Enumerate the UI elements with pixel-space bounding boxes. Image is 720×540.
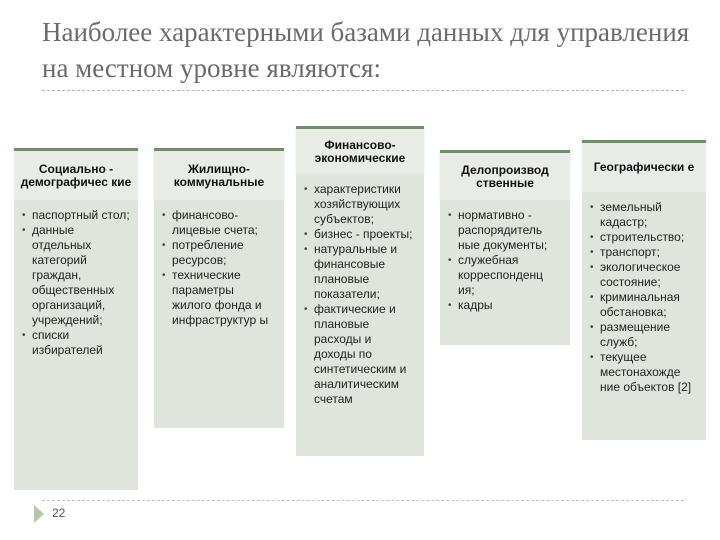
column-socio-demographic [14, 148, 138, 490]
list-item: • строительство; [590, 230, 685, 244]
list-item: • транспорт; [590, 245, 660, 259]
list-item: • нормативно - распорядитель ные документы; [448, 208, 548, 252]
list-item: • криминальная обстановка; [590, 290, 680, 319]
column-office-records [440, 150, 570, 345]
column-body [582, 192, 706, 440]
list-item: • экологическое состояние; [590, 260, 681, 289]
list-item-text: натуральные и финансовые плановые показатели; [314, 242, 398, 301]
column-financial-economic [296, 126, 424, 456]
list-item-text: списки избирателей [32, 328, 103, 357]
list-item: • данные отдельных категорий граждан, общественных организаций, учреждений; [22, 223, 115, 327]
list-item: • списки избирателей [22, 328, 103, 357]
column-header [14, 148, 138, 200]
column-header-label: Делопроизвод ственные [461, 162, 549, 190]
list-item-text: данные отдельных категорий граждан, общественных организаций, учреждений; [32, 223, 115, 327]
list-item: • размещение служб; [590, 320, 671, 349]
column-header-label: Финансово-экономические [314, 137, 406, 165]
list-item: • натуральные и финансовые плановые показатели; [304, 242, 398, 301]
list-item: • кадры [448, 298, 493, 312]
column-body [14, 200, 138, 490]
list-item-text: транспорт; [600, 245, 660, 259]
column-header [582, 140, 706, 192]
list-item: • характеристики хозяйствующих субъектов; [304, 182, 401, 226]
list-item: • паспортный стол; [22, 208, 130, 222]
list-item-text: фактические и плановые расходы и доходы по синтетическим и аналитическим счетам [314, 302, 407, 406]
list-item: • текущее местонахожде ние объектов [2] [590, 350, 692, 394]
column-header-label: Жилищно-коммунальные [173, 161, 265, 189]
list-item-text: финансово-лицевые счета; [172, 208, 258, 237]
list-item-text: характеристики хозяйствующих субъектов; [314, 182, 401, 226]
column-header-label: Географически е [593, 160, 695, 174]
list-item: • фактические и плановые расходы и доходы по синтетическим и аналитическим счетам [304, 302, 407, 406]
list-item-text: нормативно - распорядитель ные документы; [458, 208, 548, 252]
list-item-text: потребление ресурсов; [172, 238, 244, 267]
list-item-text: размещение служб; [600, 320, 671, 349]
list-item-text: криминальная обстановка; [600, 290, 680, 319]
list-item-text: экологическое состояние; [600, 260, 681, 289]
list-item-text: технические параметры жилого фонда и инфраструктур ы [172, 268, 269, 327]
column-body [440, 200, 570, 345]
list-item: • технические параметры жилого фонда и инфраструктур ы [162, 268, 269, 327]
column-header-label: Социально - демографичес кие [20, 161, 132, 189]
page-number: 22 [52, 506, 66, 520]
page-arrow-icon [34, 505, 44, 523]
slide-title: Наиболее характерными базами данных для управления на местном уровне являются: [42, 17, 690, 83]
column-body [154, 200, 284, 428]
list-item: • бизнес - проекты; [304, 227, 413, 241]
column-header [440, 150, 570, 200]
column-header [296, 126, 424, 174]
column-geographic [582, 140, 706, 440]
list-item: • служебная корреспонденц ия; [448, 253, 544, 297]
list-item-text: кадры [458, 298, 493, 312]
list-item-text: паспортный стол; [32, 208, 130, 222]
list-item: • финансово-лицевые счета; [162, 208, 258, 237]
column-header [154, 148, 284, 200]
title-divider [42, 90, 684, 91]
list-item-text: бизнес - проекты; [314, 227, 413, 241]
list-item: • земельный кадастр; [590, 200, 662, 229]
footer-divider [42, 500, 684, 501]
list-item-text: текущее местонахожде ние объектов [2] [600, 350, 692, 394]
list-item-text: земельный кадастр; [600, 200, 662, 229]
list-item: • потребление ресурсов; [162, 238, 244, 267]
column-body [296, 174, 424, 456]
column-housing-utilities [154, 148, 284, 428]
list-item-text: служебная корреспонденц ия; [458, 253, 544, 297]
list-item-text: строительство; [600, 230, 685, 244]
